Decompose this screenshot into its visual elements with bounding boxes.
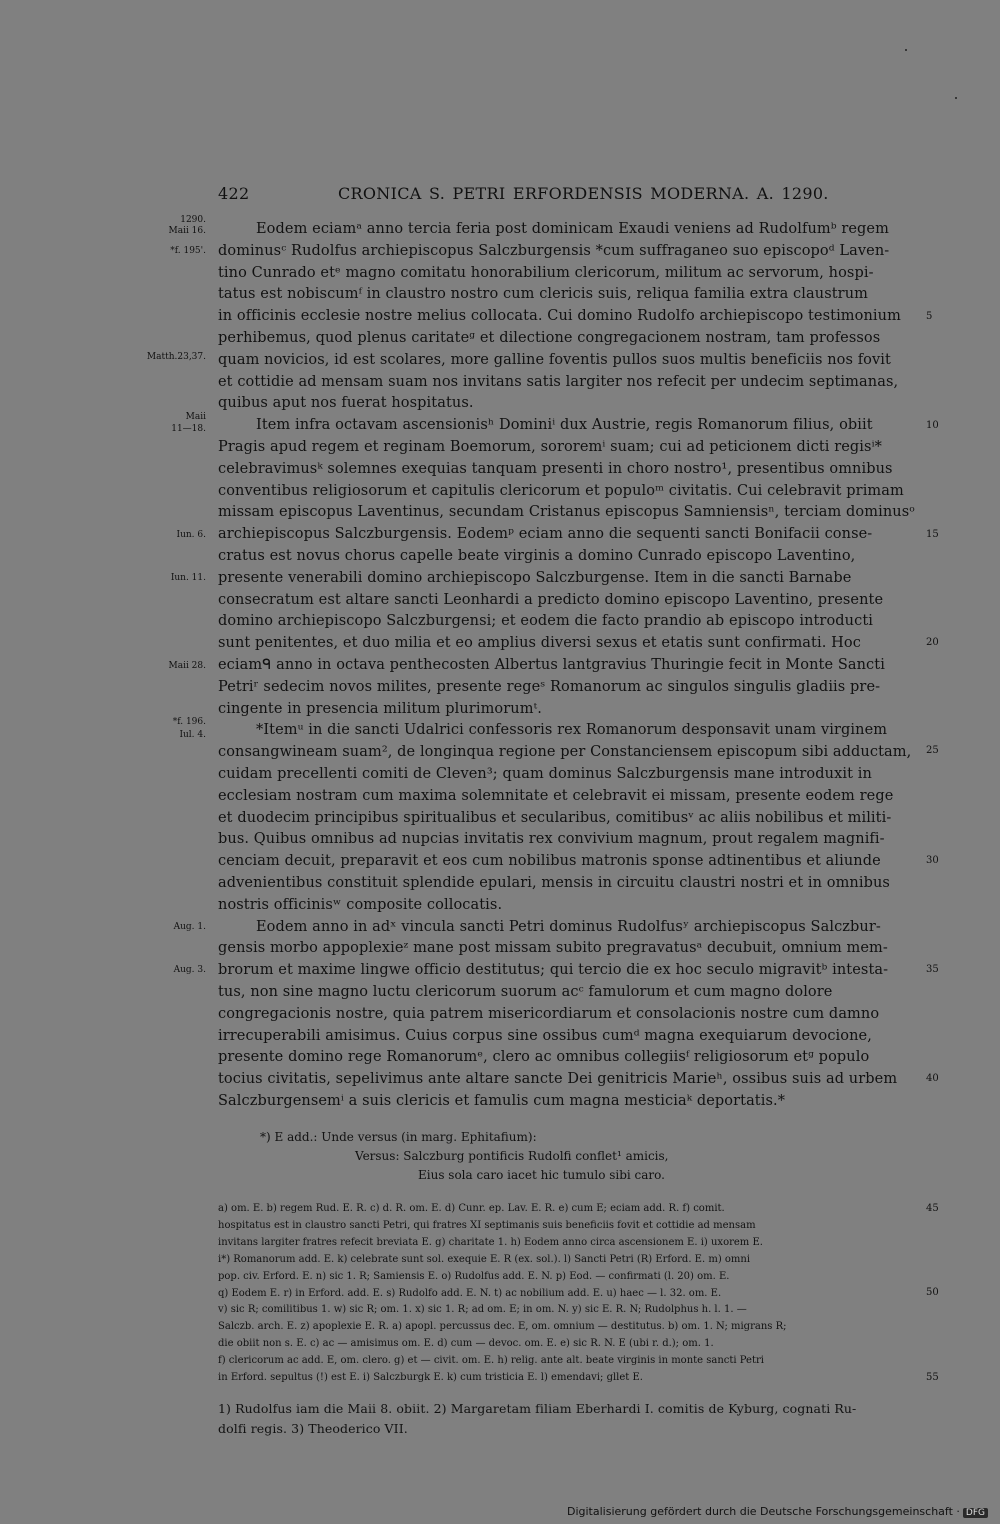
margin-note: *f. 196. <box>172 717 206 727</box>
apparatus-line: pop. civ. Erford. E. n) sic 1. R; Samiensis E. o) Rudolfus add. E. N. p) Eod. — confirmati (l. 20) om. E. <box>218 1270 730 1282</box>
apparatus-line: in Erford. sepultus (!) est E. i) Salczburgk E. k) cum tristicia E. l) emendavi; gllet E. <box>218 1372 643 1383</box>
text-line: tino Cunrado etᵉ magno comitatu honorabilium clericorum, militum ac servorum, hospi- <box>218 264 874 281</box>
text-line: brorum et maxime lingwe officio destitutus; qui tercio die ex hoc seculo migravitᵇ intesta- <box>218 962 889 979</box>
line-number: 25 <box>926 745 939 756</box>
text-line: dominusᶜ Rudolfus archiepiscopus Salczburgensis *cum suffraganeo suo episcopoᵈ Laven- <box>218 242 890 259</box>
line-number: 10 <box>926 420 939 431</box>
dfg-logo: DFG <box>963 1508 988 1518</box>
star-note-line: Versus: Salczburg pontificis Rudolfi conflet¹ amicis, <box>355 1149 669 1163</box>
apparatus-line: f) clericorum ac add. E, om. clero. g) et — civit. om. E. h) relig. ante alt. beate virginis in monte sancti Petri <box>218 1355 764 1367</box>
apparatus-line: die obiit non s. E. c) ac — amisimus om. E. d) cum — devoc. om. E. e) sic R. N. E (ubi r. d.); om. 1. <box>218 1338 714 1350</box>
text-line: nostris officinisʷ composite collocatis. <box>218 896 503 913</box>
apparatus-line: q) Eodem E. r) in Erford. add. E. s) Rudolfo add. E. N. t) ac nobilium add. E. u) haec — l. 32. om. E. <box>218 1287 722 1299</box>
line-number: 45 <box>926 1203 939 1214</box>
text-line: et duodecim principibus spiritualibus et secularibus, comitibusᵛ ac aliis nobilibus et militi- <box>218 809 892 826</box>
footnote-line: dolfi regis. 3) Theoderico VII. <box>218 1421 408 1436</box>
footer-credit <box>567 1505 988 1518</box>
margin-note: Iul. 4. <box>179 730 206 740</box>
star-note-line: *) E add.: Unde versus (in marg. Ephitafium): <box>260 1130 537 1144</box>
line-number: 5 <box>926 311 933 322</box>
margin-note: Matth.23,37. <box>146 352 206 362</box>
footnote-line: 1) Rudolfus iam die Maii 8. obiit. 2) Margaretam filiam Eberhardi I. comitis de Kyburg, cognati Ru- <box>218 1401 857 1416</box>
page-number: 422 <box>218 184 250 203</box>
margin-note: Aug. 3. <box>173 965 206 975</box>
apparatus-line: i*) Romanorum add. E. k) celebrate sunt sol. exequie E. R (ex. sol.). l) Sancti Petri (R) Erford. E. m) omni <box>218 1253 751 1265</box>
text-line: bus. Quibus omnibus ad nupcias invitatis rex convivium magnum, prout regalem magnifi- <box>218 831 885 848</box>
line-number: 30 <box>926 855 939 866</box>
text-line: quibus aput nos fuerat hospitatus. <box>218 395 474 412</box>
line-number: 50 <box>926 1287 939 1298</box>
text-line: Petriʳ sedecim novos milites, presente regeˢ Romanorum ac singulos singulis gladiis pre- <box>218 678 881 695</box>
text-line: advenientibus constituit splendide epulari, mensis in circuitu claustri nostri et in omnibus <box>218 875 890 891</box>
margin-note: Iun. 11. <box>170 573 206 583</box>
text-line: consecratum est altare sancti Leonhardi a predicto domino episcopo Laventino, presente <box>218 591 884 608</box>
margin-note: Maii <box>185 412 206 422</box>
line-number: 40 <box>926 1073 939 1084</box>
text-line: Eodem eciamᵃ anno tercia feria post dominicam Exaudi veniens ad Rudolfumᵇ regem <box>256 221 889 237</box>
line-number: 20 <box>926 637 939 648</box>
apparatus-line: Salczb. arch. E. z) apoplexie E. R. a) apopl. percussus dec. E, om. omnium — destitutus. b) om. 1. N; migrans R; <box>218 1321 787 1333</box>
text-line: eciamᑫ anno in octava penthecosten Albertus lantgravius Thuringie fecit in Monte Sancti <box>218 657 885 673</box>
line-number: 55 <box>926 1372 939 1383</box>
margin-note: Iun. 6. <box>176 530 206 540</box>
margin-note: 11—18. <box>171 424 206 434</box>
text-line: in officinis ecclesie nostre melius collocata. Cui domino Rudolfo archiepiscopo testimonium <box>218 308 901 325</box>
text-line: ecclesiam nostram cum maxima solemnitate et celebravit ei missam, presente eodem rege <box>218 787 894 804</box>
text-line: cingente in presencia militum plurimorumᵗ. <box>218 700 542 717</box>
text-line: *Itemᵘ in die sancti Udalrici confessoris rex Romanorum desponsavit unam virginem <box>256 722 888 739</box>
line-number: 35 <box>926 964 939 975</box>
text-line: gensis morbo appoplexieᶻ mane post missam subito pregravatusᵃ decubuit, omnium mem- <box>218 940 888 957</box>
apparatus-line: invitans largiter fratres refecit breviata E. g) charitate 1. h) Eodem anno circa ascensionem E. i) uxorem E. <box>218 1236 763 1248</box>
text-line: Item infra octavam ascensionisʰ Dominiⁱ dux Austrie, regis Romanorum filius, obiit <box>256 417 873 434</box>
text-line: conventibus religiosorum et capitulis clericorum et populoᵐ civitatis. Cui celebravit primam <box>218 482 904 499</box>
running-title: CRONICA S. PETRI ERFORDENSIS MODERNA. A. 1290. <box>338 184 829 203</box>
scan-speck <box>905 49 907 51</box>
text-line: perhibemus, quod plenus caritateᵍ et dilectione congregacionem nostram, tam professos <box>218 330 881 346</box>
text-line: presente domino rege Romanorumᵉ, clero ac omnibus collegiisᶠ religiosorum etᵍ populo <box>218 1049 870 1066</box>
margin-note: 1290. <box>180 215 206 225</box>
text-line: domino archiepiscopo Salczburgensi; et eodem die facto prandio ab episcopo introducti <box>218 613 873 630</box>
apparatus-line: a) om. E. b) regem Rud. E. R. c) d. R. om. E. d) Cunr. ep. Lav. E. R. e) cum E; eciam add. R. f) comit. <box>218 1203 725 1214</box>
text-line: celebravimusᵏ solemnes exequias tanquam presenti in choro nostro¹, presentibus omnibus <box>218 460 893 477</box>
text-line: Eodem anno in adˣ vincula sancti Petri dominus Rudolfusʸ archiepiscopus Salczbur- <box>256 918 881 935</box>
text-line: Salczburgensemⁱ a suis clericis et famulis cum magna mesticiaᵏ deportatis.* <box>218 1093 786 1109</box>
text-line: missam episcopus Laventinus, secundam Cristanus episcopus Samniensisⁿ, terciam dominusᵒ <box>218 504 915 521</box>
text-line: cratus est novus chorus capelle beate virginis a domino Cunrado episcopo Laventino, <box>218 548 856 564</box>
text-line: congregacionis nostre, quia patrem misericordiarum et consolacionis nostre cum damno <box>218 1005 880 1022</box>
text-line: et cottidie ad mensam suam nos invitans satis largiter nos refecit per undecim septimanas, <box>218 373 899 390</box>
text-line: cuidam precellenti comiti de Cleven³; quam dominus Salczburgensis mane introduxit in <box>218 766 872 782</box>
text-line: Pragis apud regem et reginam Boemorum, sororemⁱ suam; cui ad peticionem dicti regisⁱ* <box>218 439 882 455</box>
margin-note: Maii 16. <box>168 226 206 236</box>
text-line: sunt penitentes, et duo milia et eo amplius diversi sexus et etatis sunt confirmati. Hoc <box>218 635 861 652</box>
text-line: presente venerabili domino archiepiscopo Salczburgense. Item in die sancti Barnabe <box>218 569 852 586</box>
margin-note: Aug. 1. <box>173 922 206 932</box>
line-number: 15 <box>926 529 939 540</box>
text-line: tatus est nobiscumᶠ in claustro nostro cum clericis suis, reliqua familia extra claustrum <box>218 286 868 303</box>
scan-speck <box>955 97 957 99</box>
text-line: cenciam decuit, preparavit et eos cum nobilibus matronis sponse adtinentibus et aliunde <box>218 853 881 870</box>
text-line: consangwineam suam², de longinqua regione per Constanciensem episcopum sibi adductam, <box>218 744 912 761</box>
text-line: tocius civitatis, sepelivimus ante altare sancte Dei genitricis Marieʰ, ossibus suis ad urbem <box>218 1071 898 1088</box>
apparatus-line: v) sic R; comilitibus 1. w) sic R; om. 1. x) sic 1. R; ad om. E; in om. N. y) sic E. R. N; Rudolphus h. l. 1. — <box>218 1304 747 1316</box>
apparatus-line: hospitatus est in claustro sancti Petri, qui fratres XI septimanis suis beneficiis fovit et cottidie ad mensam <box>218 1219 756 1231</box>
text-line: tus, non sine magno luctu clericorum suorum acᶜ famulorum et cum magno dolore <box>218 984 833 1000</box>
footer-text: Digitalisierung gefördert durch die Deutsche Forschungsgemeinschaft · <box>566 1505 960 1518</box>
text-line: quam novicios, id est scolares, more galline foventis pullos suos multis beneficiis nos fovit <box>218 351 891 368</box>
text-line: irrecuperabili amisimus. Cuius corpus sine ossibus cumᵈ magna exequiarum devocione, <box>218 1027 872 1044</box>
margin-note: *f. 195'. <box>170 246 206 256</box>
text-line: archiepiscopus Salczburgensis. Eodemᵖ eciam anno die sequenti sancti Bonifacii conse- <box>218 526 873 543</box>
star-note-line: Eius sola caro iacet hic tumulo sibi caro. <box>418 1168 665 1182</box>
margin-note: Maii 28. <box>168 661 206 671</box>
